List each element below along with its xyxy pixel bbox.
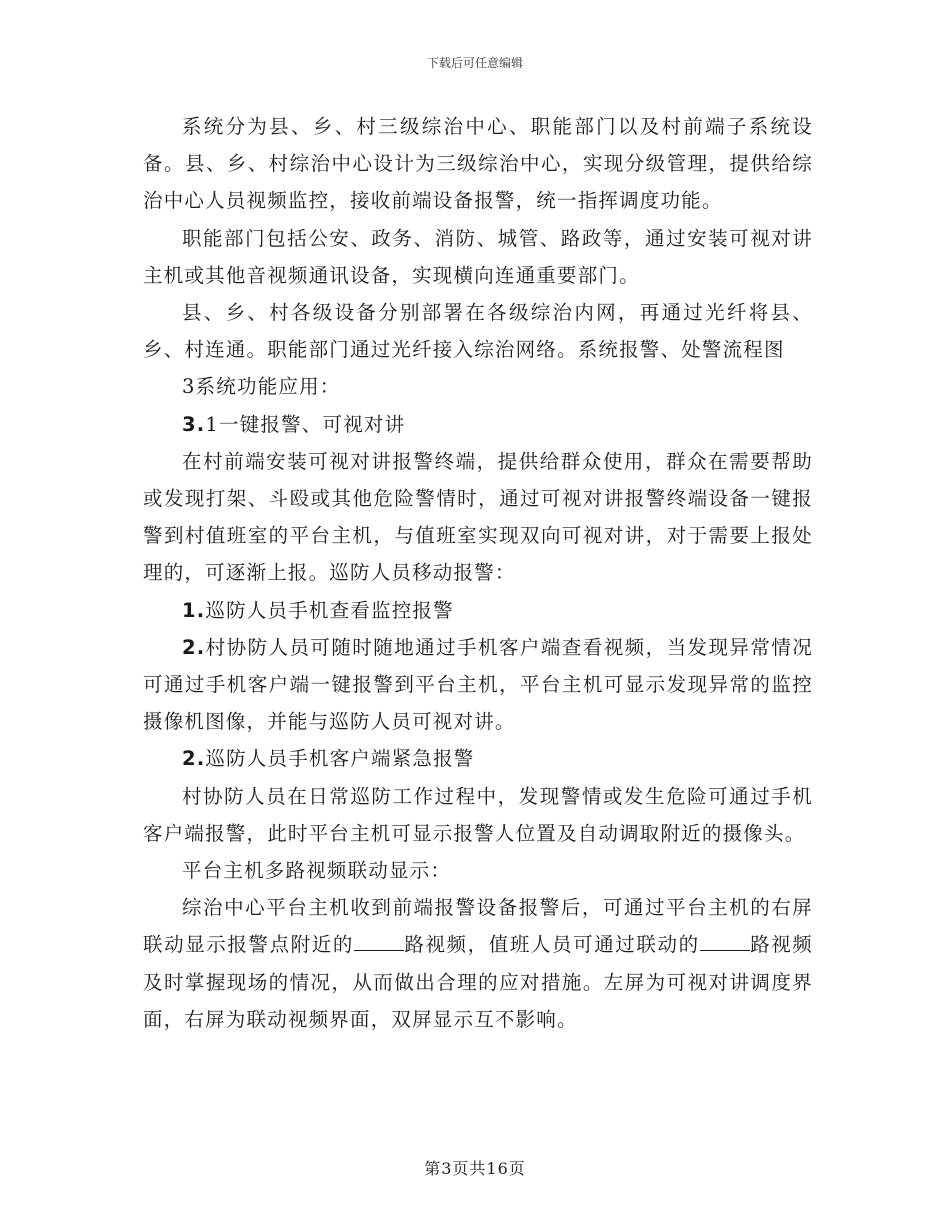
text-segment: 路视频及时掌握现场的情况，从而做出合理的应对措施。左屏为可视对讲调度界面，右屏为联动视频界面，双屏显示互不影响。 xyxy=(143,933,813,1031)
section-heading-functions: 3系统功能应用： xyxy=(182,375,341,399)
text-segment: 路视频，值班人员可通过联动的 xyxy=(403,933,700,957)
paragraph-system-levels: 系统分为县、乡、村三级综治中心、职能部门以及村前端子系统设备。县、乡、村综治中心设计为三级综治中心，实现分级管理，提供给综治中心人员视频监控，接收前端设备报警，统一指挥调度功能。 xyxy=(143,115,813,213)
document-body xyxy=(143,108,813,1038)
subheading-text: 1一键报警、可视对讲 xyxy=(205,412,406,436)
subheading-one-key-alarm xyxy=(143,406,813,443)
paragraph-departments: 职能部门包括公安、政务、消防、城管、路政等，通过安装可视对讲主机或其他音视频通讯设备，实现横向连通重要部门。 xyxy=(143,226,813,287)
list-item-number: 2. xyxy=(182,747,206,771)
header-note: 下载后可任意编辑 xyxy=(426,56,523,70)
text-segment: 综治中心平台主机收到前端报警设备报警后，可通过平台主机的右屏联动显示报警点附近的 xyxy=(143,896,813,957)
list-item-text: 巡防人员手机客户端紧急报警 xyxy=(205,747,475,771)
list-item-number: 2. xyxy=(182,635,206,659)
list-item-mobile-view xyxy=(143,629,813,741)
list-item-patrol-phone xyxy=(143,592,813,629)
fill-blank xyxy=(354,930,404,951)
paragraph-dual-screen xyxy=(143,889,813,1038)
subheading-number: 3. xyxy=(182,412,206,436)
paragraph-village-terminal: 在村前端安装可视对讲报警终端，提供给群众使用，群众在需要帮助或发现打架、斗殴或其他危险警情时，通过可视对讲报警终端设备一键报警到村值班室的平台主机，与值班室实现双向可视对讲，对于需要上报处理的，可逐渐上报。巡防人员移动报警： xyxy=(143,449,813,585)
paragraph-patrol-process: 村协防人员在日常巡防工作过程中，发现警情或发生危险可通过手机客户端报警，此时平台主机可显示报警人位置及自动调取附近的摄像头。 xyxy=(143,784,813,845)
list-item-text: 村协防人员可随时随地通过手机客户端查看视频，当发现异常情况可通过手机客户端一键报警到平台主机，平台主机可显示发现异常的监控摄像机图像，并能与巡防人员可视对讲。 xyxy=(143,635,813,734)
list-item-number: 1. xyxy=(182,598,206,622)
section-heading-linkage: 平台主机多路视频联动显示： xyxy=(182,859,452,883)
page-footer: 第3页共16页 xyxy=(424,1159,526,1178)
list-item-text: 巡防人员手机查看监控报警 xyxy=(205,598,454,622)
list-item-emergency-alarm xyxy=(143,740,813,777)
fill-blank xyxy=(700,930,750,951)
paragraph-network: 县、乡、村各级设备分别部署在各级综治内网，再通过光纤将县、乡、村连通。职能部门通过光纤接入综治网络。系统报警、处警流程图 xyxy=(143,301,813,362)
